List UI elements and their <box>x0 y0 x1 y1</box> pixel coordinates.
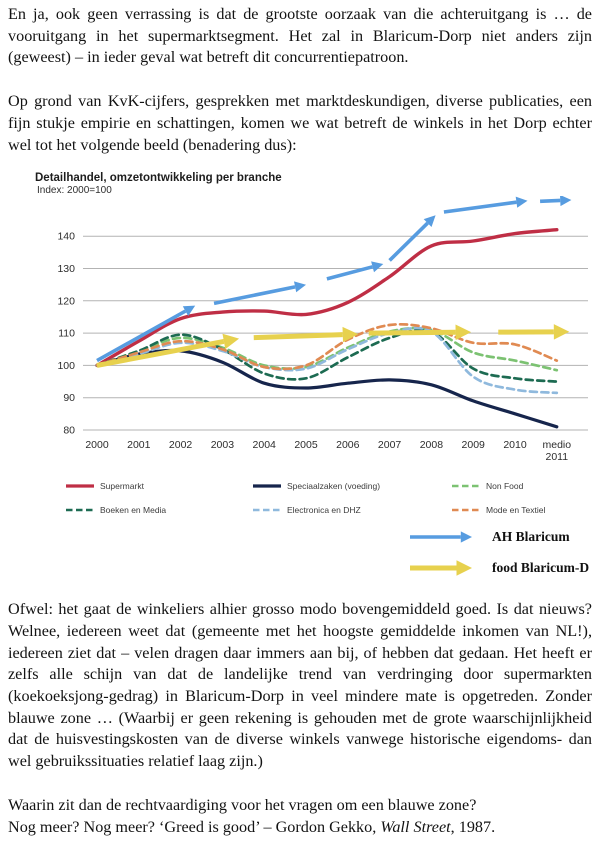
legend-item-speciaalzaken-voeding <box>252 481 451 491</box>
trend-arrow-head <box>457 561 473 577</box>
movie-title: Wall Street <box>380 817 451 836</box>
legend-item-supermarkt <box>65 481 252 491</box>
trend-arrow-head <box>294 282 306 293</box>
legend-label: Boeken en Media <box>100 505 167 516</box>
legend-label: Mode en Textiel <box>486 505 546 516</box>
y-axis-tick-label: 100 <box>57 360 75 373</box>
x-axis-tick-label: 2010 <box>503 439 527 452</box>
legend-swatch-dashed-line <box>451 506 481 514</box>
legend-swatch-solid-line <box>65 482 95 490</box>
trend-arrow-head <box>560 196 571 206</box>
x-axis-tick-label: 2006 <box>336 439 360 452</box>
x-axis-tick-label: 2008 <box>419 439 444 452</box>
legend-swatch-dashed-line <box>65 506 95 514</box>
y-axis-tick-label: 110 <box>58 327 75 340</box>
quote-year: , 1987. <box>450 817 496 836</box>
y-axis-tick-label: 80 <box>63 424 75 437</box>
paragraph-sources: Op grond van KvK-cijfers, gesprekken met marktdeskundigen, diverse publicaties, een fijn stukje empirie en schattingen, komen we wat betreft de winkels in het Dorp echter wel tot het volgende beeld (benadering dus): <box>8 92 592 154</box>
x-axis-tick-label: 2009 <box>461 439 485 452</box>
trend-arrow-head <box>371 262 383 273</box>
y-axis-tick-label: 120 <box>57 295 75 308</box>
trend-arrow-head <box>223 334 240 349</box>
chart-subtitle: Index: 2000=100 <box>37 185 112 197</box>
legend-item-boeken-en-media <box>65 505 252 515</box>
legend-label: Electronica en DHZ <box>287 505 361 516</box>
quote-text: Nog meer? Nog meer? ‘Greed is good’ – Gordon Gekko, <box>8 817 381 836</box>
x-axis-tick-label: 2004 <box>252 439 276 452</box>
closing-quote <box>8 818 495 836</box>
legend-swatch-solid-line <box>252 482 282 490</box>
legend-item-mode-en-textiel <box>451 505 592 515</box>
legend-swatch-dashed-line <box>252 506 282 514</box>
arrow-icon <box>408 559 474 577</box>
trend-arrow-head <box>456 325 472 341</box>
arrow-legend-item-food-blaricum-d <box>408 559 592 577</box>
series-speciaalzaken-voeding <box>97 351 557 427</box>
chart-arrow-legend <box>408 528 592 577</box>
line-chart <box>35 196 595 472</box>
trend-arrow-head <box>516 197 528 208</box>
chart-figure <box>8 172 592 577</box>
trend-arrow-shaft <box>390 223 428 260</box>
paragraph-closing <box>8 795 592 838</box>
trend-arrow-head <box>461 532 472 543</box>
trend-arrow-shaft <box>540 201 560 202</box>
legend-label: Speciaalzaken (voeding) <box>287 481 381 492</box>
x-axis-tick-label: 2000 <box>85 439 109 452</box>
closing-question: Waarin zit dan de rechtvaardiging voor het vragen om een blauwe zone? <box>8 795 477 814</box>
trend-arrow-shaft <box>254 335 343 338</box>
y-axis-tick-label: 140 <box>57 230 75 243</box>
legend-item-non-food <box>451 481 592 491</box>
x-axis-tick-label: 2002 <box>168 439 193 452</box>
arrow-legend-label: AH Blaricum <box>492 529 570 545</box>
paragraph-intro: En ja, ook geen verrassing is dat de grootste oorzaak van die achteruitgang is … de vooruitgang in het supermarktsegment. Het zal in Blaricum-Dorp niet anders zijn (geweest) – in ieder geval wat betreft dit concurrentiepatroon. <box>8 5 592 67</box>
trend-arrow-shaft <box>444 202 517 212</box>
arrow-legend-item-ah-blaricum <box>408 528 592 546</box>
arrow-legend-label: food Blaricum-D <box>492 560 590 576</box>
x-axis-tick-label: medio 2011 <box>542 439 572 464</box>
trend-arrow-head <box>343 327 359 342</box>
arrow-icon <box>408 528 474 546</box>
chart-title: Detailhandel, omzetontwikkeling per branche <box>35 172 282 185</box>
legend-item-electronica-en-dhz <box>252 505 451 515</box>
trend-arrow-shaft <box>369 332 456 333</box>
x-axis-tick-label: 2005 <box>294 439 318 452</box>
legend-label: Supermarkt <box>100 481 144 492</box>
trend-arrow-head <box>554 324 570 340</box>
legend-swatch-dashed-line <box>451 482 481 490</box>
y-axis-tick-label: 90 <box>63 392 75 405</box>
chart-legend <box>65 481 592 515</box>
y-axis-tick-label: 130 <box>57 263 75 276</box>
x-axis-tick-label: 2001 <box>127 439 151 452</box>
x-axis-tick-label: 2007 <box>377 439 402 452</box>
legend-label: Non Food <box>486 481 524 492</box>
paragraph-analysis: Ofwel: het gaat de winkeliers alhier grosso modo bovengemiddeld goed. Is dat nieuws? Welnee, iedereen weet dat (gemeente met het hoogste gemiddelde inkomen van NL!), iedereen ziet dat – velen dragen daar immers aan bij, of hebben dat gedaan. Het heeft er zelfs alle schijn van dat de landelijke trend van verdringing door supermarkten (koekoeksjong-gedrag) in Blaricum-Dorp in veel mindere mate is opgetreden. Zonder blauwe zone … (Waarbij er geen rekening is gehouden met de grote waarschijnlijkheid dat de huisvestingskosten van de diverse winkels vanwege historische eigendoms- dan wel gebruikssituaties relatief laag zijn.) <box>8 600 592 771</box>
x-axis-tick-label: 2003 <box>210 439 235 452</box>
